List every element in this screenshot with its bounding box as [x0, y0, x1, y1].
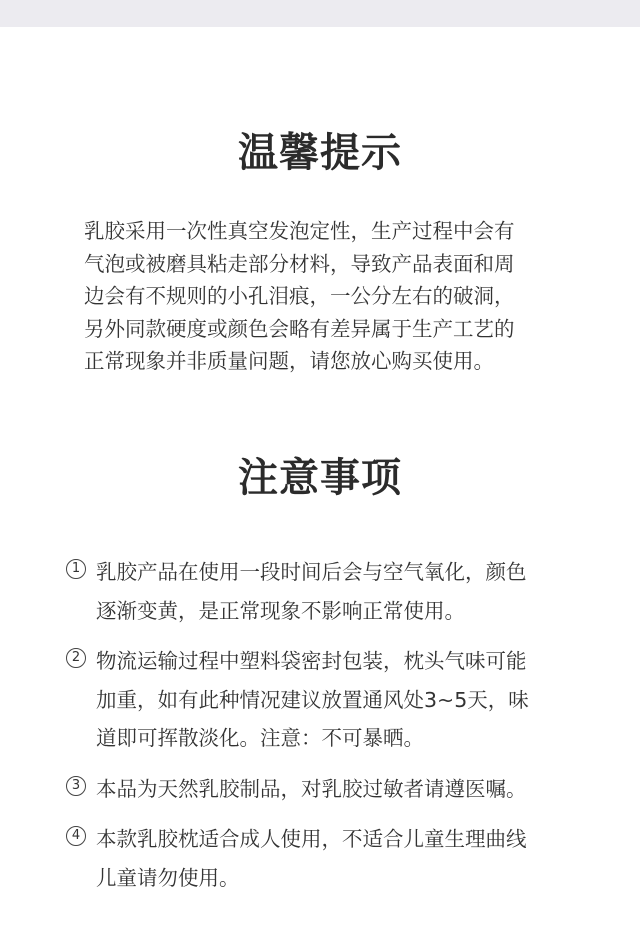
note-line: 乳胶产品在使用一段时间后会与空气氧化，颜色: [96, 560, 527, 584]
top-band: [0, 0, 640, 27]
notes-heading: 注意事项: [238, 455, 402, 501]
tips-line: 边会有不规则的小孔泪痕，一公分左右的破洞，: [84, 284, 515, 308]
note-line: 儿童请勿使用。: [96, 865, 240, 890]
note-line: 逐渐变黄，是正常现象不影响正常使用。: [96, 598, 465, 623]
note-number-badge: 1: [66, 559, 86, 579]
note-item: [66, 553, 586, 630]
note-item: [66, 820, 586, 897]
note-item: [66, 642, 586, 758]
notes-list: [66, 553, 586, 909]
note-line: 物流运输过程中塑料袋密封包装，枕头气味可能: [96, 649, 527, 673]
note-number-badge: 2: [66, 648, 86, 668]
tips-line: 正常现象并非质量问题，请您放心购买使用。: [84, 349, 494, 373]
note-number-badge: 4: [66, 826, 86, 846]
note-line: 道即可挥散淡化。注意：不可暴晒。: [96, 726, 424, 750]
note-line: 本品为天然乳胶制品，对乳胶过敏者请遵医嘱。: [96, 776, 527, 801]
note-number-badge: 3: [66, 776, 86, 796]
tips-paragraph: [84, 215, 564, 378]
note-line: 本款乳胶枕适合成人使用，不适合儿童生理曲线: [96, 827, 527, 851]
note-line: 加重，如有此种情况建议放置通风处3~5天，味: [96, 687, 529, 712]
tips-heading: 温馨提示: [238, 130, 402, 176]
tips-line: 气泡或被磨具粘走部分材料，导致产品表面和周: [84, 251, 515, 276]
tips-line: 另外同款硬度或颜色会略有差异属于生产工艺的: [84, 316, 515, 341]
note-item: [66, 770, 586, 809]
tips-line: 乳胶采用一次性真空发泡定性，生产过程中会有: [84, 219, 515, 243]
